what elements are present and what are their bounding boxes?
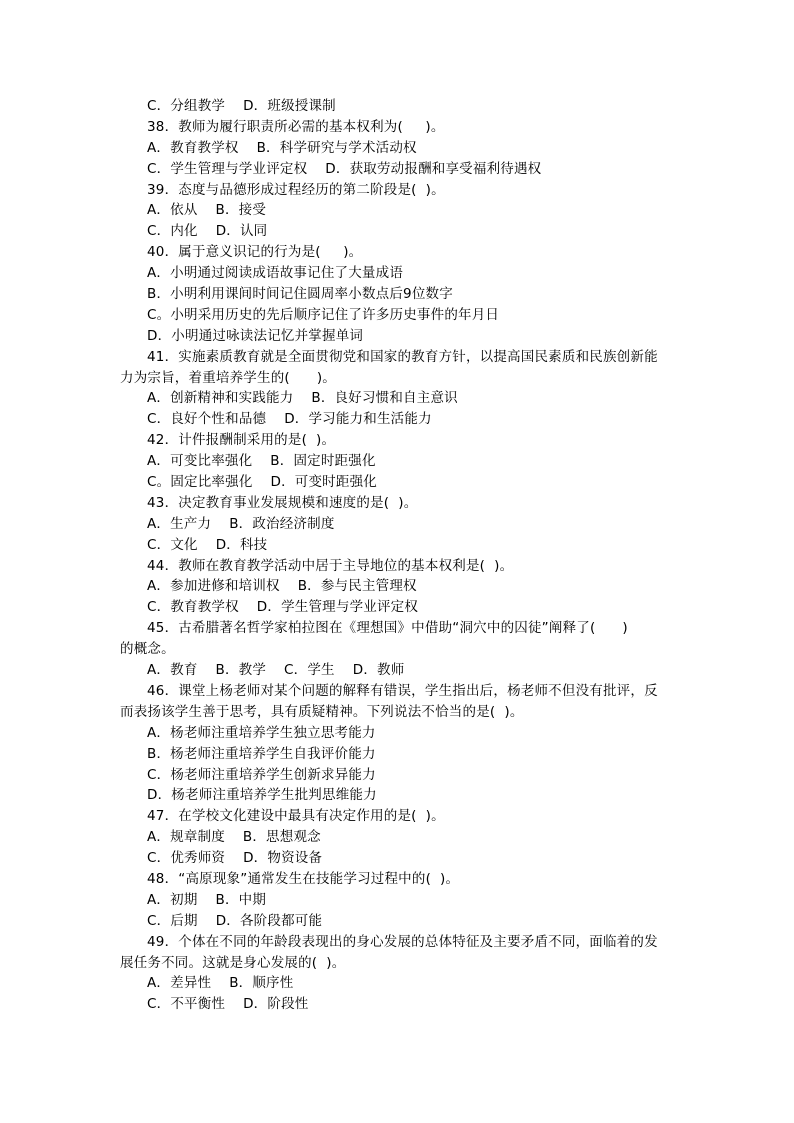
answer-options: A．差异性 B．顺序性	[147, 975, 294, 992]
answer-options: A．杨老师注重培养学生独立思考能力	[147, 724, 376, 741]
answer-options: D．小明通过咏读法记忆并掌握单词	[147, 327, 364, 344]
question-stem: 39．态度与品德形成过程经历的第二阶段是( )。	[147, 181, 445, 198]
question-stem: 48．“高原现象”通常发生在技能学习过程中的( )。	[147, 870, 460, 887]
answer-options: A．初期 B．中期	[147, 891, 267, 908]
answer-options: B．杨老师注重培养学生自我评价能力	[147, 745, 376, 762]
answer-options: C。小明采用历史的先后顺序记住了许多历史事件的年月日	[147, 306, 500, 323]
answer-options: D．杨老师注重培养学生批判思维能力	[147, 787, 377, 804]
answer-options: A．可变比率强化 B．固定时距强化	[147, 453, 376, 470]
question-stem: 49．个体在不同的年龄段表现出的身心发展的总体特征及主要矛盾不同，面临着的发	[147, 933, 658, 950]
answer-options: A．参加进修和培训权 B．参与民主管理权	[147, 578, 417, 595]
question-stem-continuation: 力为宗旨，着重培养学生的( )。	[120, 369, 336, 386]
question-stem: 42．计件报酬制采用的是( )。	[147, 432, 336, 449]
answer-options: C。固定比率强化 D．可变时距强化	[147, 474, 377, 491]
answer-options: A．教育 B．教学 C．学生 D．教师	[147, 662, 405, 679]
answer-options: A．教育教学权 B．科学研究与学术活动权	[147, 139, 417, 156]
answer-options: B．小明利用课间时间记住圆周率小数点后9位数字	[147, 286, 453, 303]
question-stem: 45．古希腊著名哲学家柏拉图在《理想国》中借助“洞穴中的囚徒”阐释了( )	[147, 620, 628, 637]
answer-options: C．杨老师注重培养学生创新求异能力	[147, 766, 376, 783]
question-stem: 47．在学校文化建设中最具有决定作用的是( )。	[147, 808, 445, 825]
answer-options: A．生产力 B．政治经济制度	[147, 515, 335, 532]
answer-options: C．教育教学权 D．学生管理与学业评定权	[147, 599, 419, 616]
answer-options: C．优秀师资 D．物资设备	[147, 850, 323, 867]
answer-options: C．良好个性和品德 D．学习能力和生活能力	[147, 411, 432, 428]
question-stem-continuation: 展任务不同。这就是身心发展的( )。	[120, 954, 346, 971]
answer-options: A．依从 B．接受	[147, 202, 267, 219]
question-stem: 46．课堂上杨老师对某个问题的解释有错误，学生指出后，杨老师不但没有批评，反	[147, 682, 658, 699]
question-stem: 44．教师在教育教学活动中居于主导地位的基本权利是( )。	[147, 557, 514, 574]
question-stem: 41．实施素质教育就是全面贯彻党和国家的教育方针，以提高国民素质和民族创新能	[147, 348, 658, 365]
answer-options: C．后期 D．各阶段都可能	[147, 912, 323, 929]
answer-options: A．小明通过阅读成语故事记住了大量成语	[147, 265, 404, 282]
question-stem: 38．教师为履行职责所必需的基本权利为( )。	[147, 118, 445, 135]
question-stem-continuation: 的概念。	[120, 641, 175, 658]
exam-questions-body	[120, 96, 680, 1015]
answer-options: A．规章制度 B．思想观念	[147, 829, 321, 846]
answer-options: C．不平衡性 D．阶段性	[147, 996, 309, 1013]
answer-options: C．学生管理与学业评定权 D．获取劳动报酬和享受福利待遇权	[147, 160, 542, 177]
question-stem: 43．决定教育事业发展规模和速度的是( )。	[147, 494, 418, 511]
question-stem-continuation: 而表扬该学生善于思考，具有质疑精神。下列说法不恰当的是( )。	[120, 703, 524, 720]
answer-options: C．内化 D．认同	[147, 223, 268, 240]
answer-options: A．创新精神和实践能力 B．良好习惯和自主意识	[147, 390, 458, 407]
question-stem: 40．属于意义识记的行为是( )。	[147, 244, 363, 261]
answer-options: C．分组教学 D．班级授课制	[147, 98, 336, 114]
answer-options: C．文化 D．科技	[147, 536, 268, 553]
